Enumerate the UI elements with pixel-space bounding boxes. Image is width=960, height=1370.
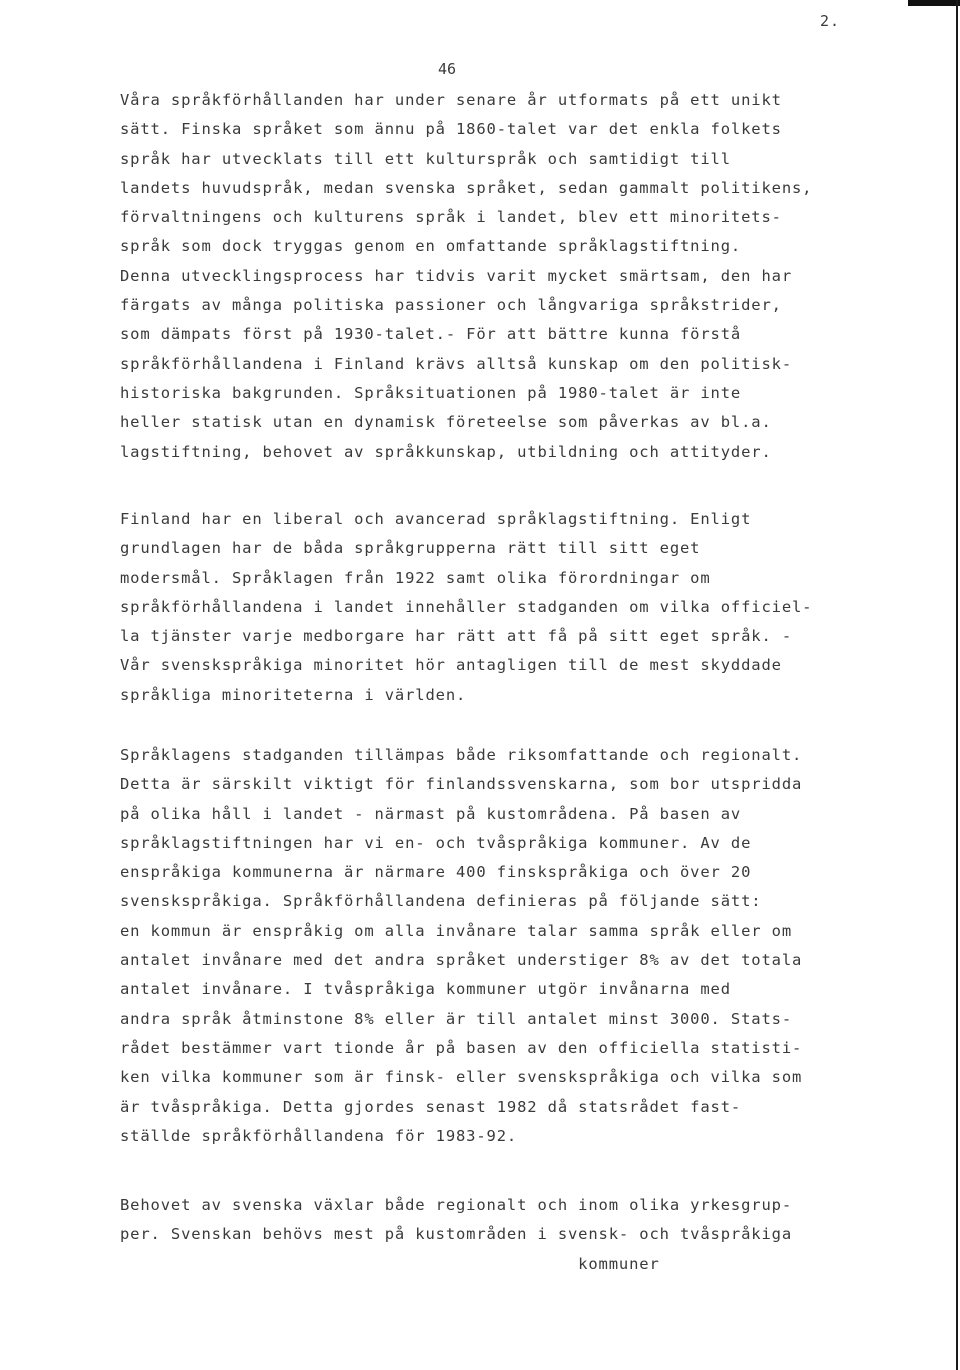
text-line: landets huvudspråk, medan svenska språket, sedan gammalt politikens, [120,178,813,197]
text-line: Våra språkförhållanden har under senare år utformats på ett unikt [120,91,782,109]
text-line: grundlagen har de båda språkgrupperna rätt till sitt eget [120,539,701,558]
text-line: antalet invånare. I tvåspråkiga kommuner utgör invånarna med [120,980,731,999]
text-line: på olika håll i landet - närmast på kustområdena. På basen av [120,804,742,823]
paragraph-legislation [120,505,920,710]
text-line: färgats av många politiska passioner och långvariga språkstrider, [120,296,782,315]
text-line: heller statisk utan en dynamisk företeelse som påverkas av bl.a. [120,413,772,432]
paragraph-history [120,86,920,467]
text-line: språklagstiftningen har vi en- och tvåspråkiga kommuner. Av de [120,833,752,852]
text-line: Vår svenskspråkiga minoritet hör antagligen till de mest skyddade [120,656,782,675]
text-line: ställde språkförhållandena för 1983-92. [120,1126,518,1145]
text-line: kommuner [120,1254,660,1273]
text-line: sätt. Finska språket som ännu på 1860-talet var det enkla folkets [120,120,782,139]
paragraph-need [120,1191,920,1279]
text-line: är tvåspråkiga. Detta gjordes senast 1982 då statsrådet fast- [120,1097,742,1116]
paragraph-municipalities [120,741,920,1151]
text-line: andra språk åtminstone 8% eller är till antalet minst 3000. Stats- [120,1009,792,1028]
text-line: språk har utvecklats till ett kulturspråk och samtidigt till [120,149,731,168]
text-line: enspråkiga kommunerna är närmare 400 finskspråkiga och över 20 [120,863,752,882]
text-line: språkliga minoriteterna i världen. [120,685,467,704]
scan-edge-line [956,0,958,1370]
text-line: förvaltningens och kulturens språk i landet, blev ett minoritets- [120,208,782,227]
text-line: Denna utvecklingsprocess har tidvis varit mycket smärtsam, den har [120,266,792,285]
text-line: som dämpats först på 1930-talet.- För att bättre kunna förstå [120,325,742,344]
text-line: Behovet av svenska växlar både regionalt och inom olika yrkesgrup- [120,1196,792,1214]
text-line: Språklagens stadganden tillämpas både riksomfattande och regionalt. [120,746,803,764]
text-line: antalet invånare med det andra språket understiger 8% av det totala [120,951,803,970]
text-line: språk som dock tryggas genom en omfattande språklagstiftning. [120,237,742,256]
text-line: språkförhållandena i landet innehåller stadganden om vilka officiel- [120,597,813,616]
text-line: lagstiftning, behovet av språkkunskap, utbildning och attityder. [120,442,772,461]
text-line: historiska bakgrunden. Språksituationen på 1980-talet är inte [120,383,742,402]
page-number: 46 [438,60,457,78]
text-line: Detta är särskilt viktigt för finlandssvenskarna, som bor utspridda [120,775,803,794]
text-line: språkförhållandena i Finland krävs alltså kunskap om den politisk- [120,354,792,373]
corner-page-number: 2. [820,12,841,30]
text-line: rådet bestämmer vart tionde år på basen av den officiella statisti- [120,1038,803,1057]
text-line: svenskspråkiga. Språkförhållandena definieras på följande sätt: [120,892,762,911]
text-line: en kommun är enspråkig om alla invånare talar samma språk eller om [120,921,792,940]
text-line: Finland har en liberal och avancerad språklagstiftning. Enligt [120,510,752,528]
text-line: la tjänster varje medborgare har rätt att få på sitt eget språk. - [120,627,792,646]
text-line: per. Svenskan behövs mest på kustområden i svensk- och tvåspråkiga [120,1225,792,1244]
text-line: modersmål. Språklagen från 1922 samt olika förordningar om [120,568,711,587]
scan-edge-mark [908,0,960,6]
text-line: ken vilka kommuner som är finsk- eller svenskspråkiga och vilka som [120,1068,803,1087]
